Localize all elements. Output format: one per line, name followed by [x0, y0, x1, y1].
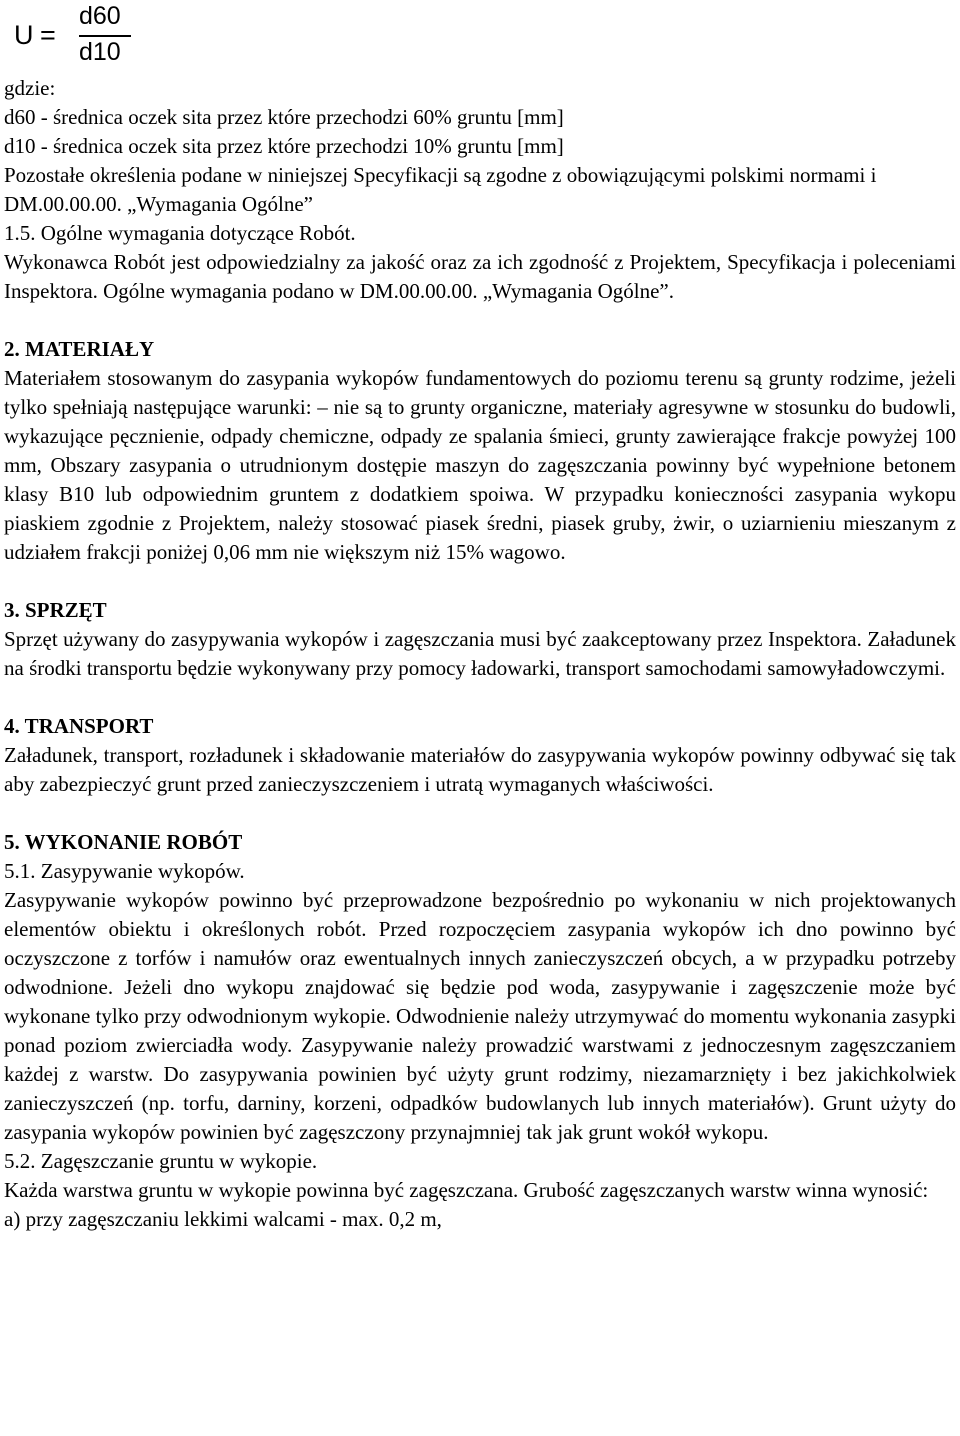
spacer — [4, 799, 956, 828]
fraction-bar — [79, 35, 131, 37]
uniformity-formula — [14, 2, 124, 70]
list-item-a: a) przy zagęszczaniu lekkimi walcami - max. 0,2 m, — [4, 1207, 442, 1231]
section-1-5-text: Wykonawca Robót jest odpowiedzialny za jakość oraz za ich zgodność z Projektem, Specyfikacja i poleceniami Inspektora. Ogólne wymagania podano w DM.00.00.00. „Wymagania Ogólne”. — [4, 250, 956, 303]
section-4-text: Załadunek, transport, rozładunek i składowanie materiałów do zasypywania wykopów powinny odbywać się tak aby zabezpieczyć grunt przed zanieczyszczeniem i utratą wymaganych właściwości. — [4, 743, 956, 796]
section-3-text: Sprzęt używany do zasypywania wykopów i zagęszczania musi być zaakceptowany przez Inspektora. Załadunek na środki transportu będzie wykonywany przy pomocy ładowarki, transport samochodami samowyładowczymi. — [4, 627, 956, 680]
section-1-5-title: 1.5. Ogólne wymagania dotyczące Robót. — [4, 221, 356, 245]
formula-denominator: d10 — [79, 38, 121, 66]
section-5-2-title: 5.2. Zagęszczanie gruntu w wykopie. — [4, 1149, 318, 1173]
spacer — [4, 306, 956, 335]
spacer — [4, 683, 956, 712]
section-2-heading: 2. MATERIAŁY — [4, 337, 155, 361]
d10-definition: d10 - średnica oczek sita przez które przechodzi 10% gruntu [mm] — [4, 134, 564, 158]
d60-definition: d60 - średnica oczek sita przez które przechodzi 60% gruntu [mm] — [4, 105, 564, 129]
section-3-heading: 3. SPRZĘT — [4, 598, 107, 622]
formula-lhs: U — [14, 20, 34, 50]
section-5-2-text: Każda warstwa gruntu w wykopie powinna być zagęszczana. Grubość zagęszczanych warstw winna wynosić: — [4, 1178, 929, 1202]
spacer — [4, 567, 956, 596]
section-2-text: Materiałem stosowanym do zasypania wykopów fundamentowych do poziomu terenu są grunty rodzime, jeżeli tylko spełniają następujące warunki: – nie są to grunty organiczne, materiały agresywne w stosunku do budowli, wykazujące pęcznienie, odpady chemiczne, odpady ze spalania śmieci, grunty zawierające frakcje powyżej 100 mm, Obszary zasypania o utrudnionym dostępie maszyn do zagęszczania powinny być wypełnione betonem klasy B10 lub odpowiednim gruntem z dodatkiem spoiwa. W przypadku konieczności zasypania wykopu piaskiem zgodnie z Projektem, należy stosować piasek średni, piasek gruby, żwir, o uziarnieniu mieszanym z udziałem frakcji poniżej 0,06 mm nie większym niż 15% wagowo. — [4, 366, 956, 564]
other-definitions: Pozostałe określenia podane w niniejszej Specyfikacji są zgodne z obowiązującymi polskimi normami i DM.00.00.00. „Wymagania Ogólne” — [4, 163, 877, 216]
formula-numerator: d60 — [79, 2, 121, 30]
where-label: gdzie: — [4, 76, 56, 100]
section-5-1-text: Zasypywanie wykopów powinno być przeprowadzone bezpośrednio po wykonaniu w nich projektowanych elementów obiektu i określonych robót. Przed rozpoczęciem zasypania wykopów ich dno powinno być oczyszczone z torfów i namułów oraz ewentualnych innych zanieczyszczeń obcych, a w przypadku potrzeby odwodnione. Jeżeli dno wykopu znajdować się będzie pod woda, zasypywanie i zagęszczenie może być wykonane tylko przy odwodnionym wykopie. Odwodnienie należy utrzymywać do momentu wykonania zasypki ponad poziom zwierciadła wody. Zasypywanie należy prowadzić warstwami z jednoczesnym zagęszczaniem każdej z warstw. Do zasypywania powinien być użyty grunt rodzimy, niezamarznięty i bez jakichkolwiek zanieczyszczeń (np. torfu, darniny, korzeni, odpadków budowlanych lub innych materiałów). Grunt użyty do zasypania wykopów powinien być zagęszczony przynajmniej tak jak grunt wokół wykopu. — [4, 888, 956, 1144]
section-4-heading: 4. TRANSPORT — [4, 714, 154, 738]
section-5-1-title: 5.1. Zasypywanie wykopów. — [4, 859, 245, 883]
document-body — [4, 74, 956, 1234]
formula-equals: = — [40, 20, 56, 50]
section-5-heading: 5. WYKONANIE ROBÓT — [4, 830, 243, 854]
